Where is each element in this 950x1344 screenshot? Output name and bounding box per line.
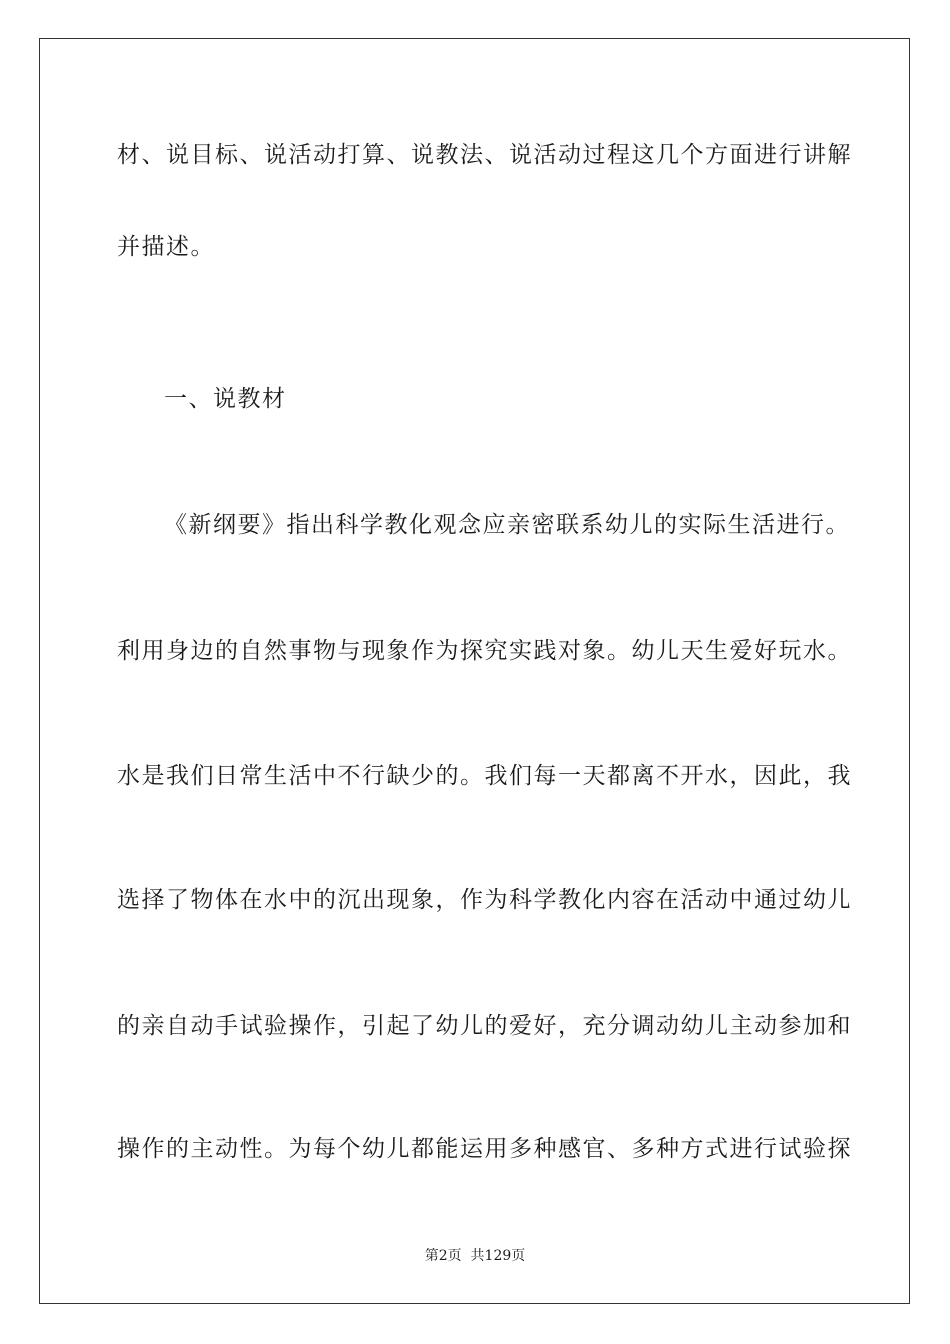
body-line: 操作的主动性。为每个幼儿都能运用多种感官、多种方式进行试验探 — [117, 1136, 852, 1162]
page-border — [39, 38, 910, 1304]
body-line: 水是我们日常生活中不行缺少的。我们每一天都离不开水，因此，我 — [117, 763, 852, 789]
body-line: 材、说目标、说活动打算、说教法、说活动过程这几个方面进行讲解 — [117, 142, 852, 168]
body-line: 利用身边的自然事物与现象作为探究实践对象。幼儿天生爱好玩水。 — [117, 638, 852, 664]
body-line: 并描述。 — [117, 234, 215, 260]
body-line: 选择了物体在水中的沉出现象，作为科学教化内容在活动中通过幼儿 — [117, 887, 852, 913]
section-heading: 一、说教材 — [164, 386, 287, 412]
body-line: 的亲自动手试验操作，引起了幼儿的爱好，充分调动幼儿主动参加和 — [117, 1013, 852, 1039]
page-number: 第2页 共129页 — [424, 1248, 526, 1264]
paragraph-first-line: 《新纲要》指出科学教化观念应亲密联系幼儿的实际生活进行。 — [164, 512, 850, 538]
